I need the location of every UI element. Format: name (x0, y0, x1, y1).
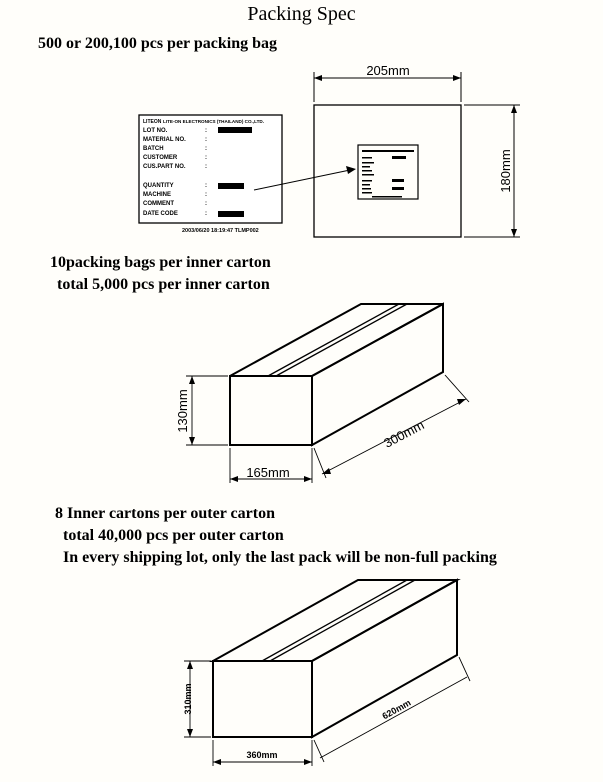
label-field-4: CUS.PART NO. (143, 164, 186, 170)
label-field-colon: : (205, 183, 207, 189)
label-field-8: DATE CODE (143, 211, 178, 217)
label-field-colon: : (205, 155, 207, 161)
outer-carton-line1: 8 Inner cartons per outer carton (55, 505, 275, 522)
label-field-0: LOT NO. (143, 128, 168, 134)
datecode-barcode (218, 211, 244, 217)
label-field-6: MACHINE (143, 192, 171, 198)
page-title: Packing Spec (247, 3, 356, 25)
label-field-colon: : (205, 201, 207, 207)
label-field-colon: : (205, 146, 207, 152)
lot-barcode (218, 127, 252, 133)
outer-carton (213, 580, 457, 737)
inner-carton-dimensions (186, 375, 469, 483)
bag-quantity-text: 500 or 200,100 pcs per packing bag (38, 35, 277, 52)
label-card-header: LITE-ON ELECTRONICS (THAILAND) CO.,LTD. (163, 119, 264, 124)
inner-width-label: 165mm (246, 465, 290, 480)
quantity-barcode (218, 183, 244, 189)
inner-length-label: 300mm (381, 417, 427, 451)
label-card-footer: 2003/06/20 18:19:47 TLMP002 (182, 228, 259, 234)
label-field-colon: : (205, 164, 207, 170)
label-field-colon: : (205, 137, 207, 143)
inner-carton-line1: 10packing bags per inner carton (50, 254, 271, 271)
bag-height-label: 180mm (498, 149, 513, 193)
bag-width-dimension (314, 63, 461, 102)
outer-carton-dimensions (184, 657, 470, 766)
label-field-7: COMMENT (143, 201, 174, 207)
label-card-logo: LITEON (143, 119, 162, 125)
inner-height-label: 130mm (175, 389, 190, 433)
outer-height-label: 310mm (183, 683, 193, 715)
label-field-2: BATCH (143, 146, 164, 152)
shipping-note: In every shipping lot, only the last pack will be non-full packing (63, 549, 497, 566)
bag-height-dimension (464, 105, 520, 237)
bag-width-label: 205mm (366, 63, 410, 78)
label-field-colon: : (205, 128, 207, 134)
label-field-3: CUSTOMER (143, 155, 178, 161)
label-field-colon: : (205, 211, 207, 217)
label-field-1: MATERIAL NO. (143, 137, 186, 143)
outer-length-label: 620mm (380, 697, 413, 722)
label-field-colon: : (205, 192, 207, 198)
label-card (139, 115, 282, 234)
outer-width-label: 360mm (246, 750, 278, 760)
outer-carton-line2: total 40,000 pcs per outer carton (63, 527, 284, 544)
packing-bag (314, 105, 461, 237)
inner-carton-line2: total 5,000 pcs per inner carton (57, 276, 270, 293)
label-field-5: QUANTITY (143, 183, 174, 189)
